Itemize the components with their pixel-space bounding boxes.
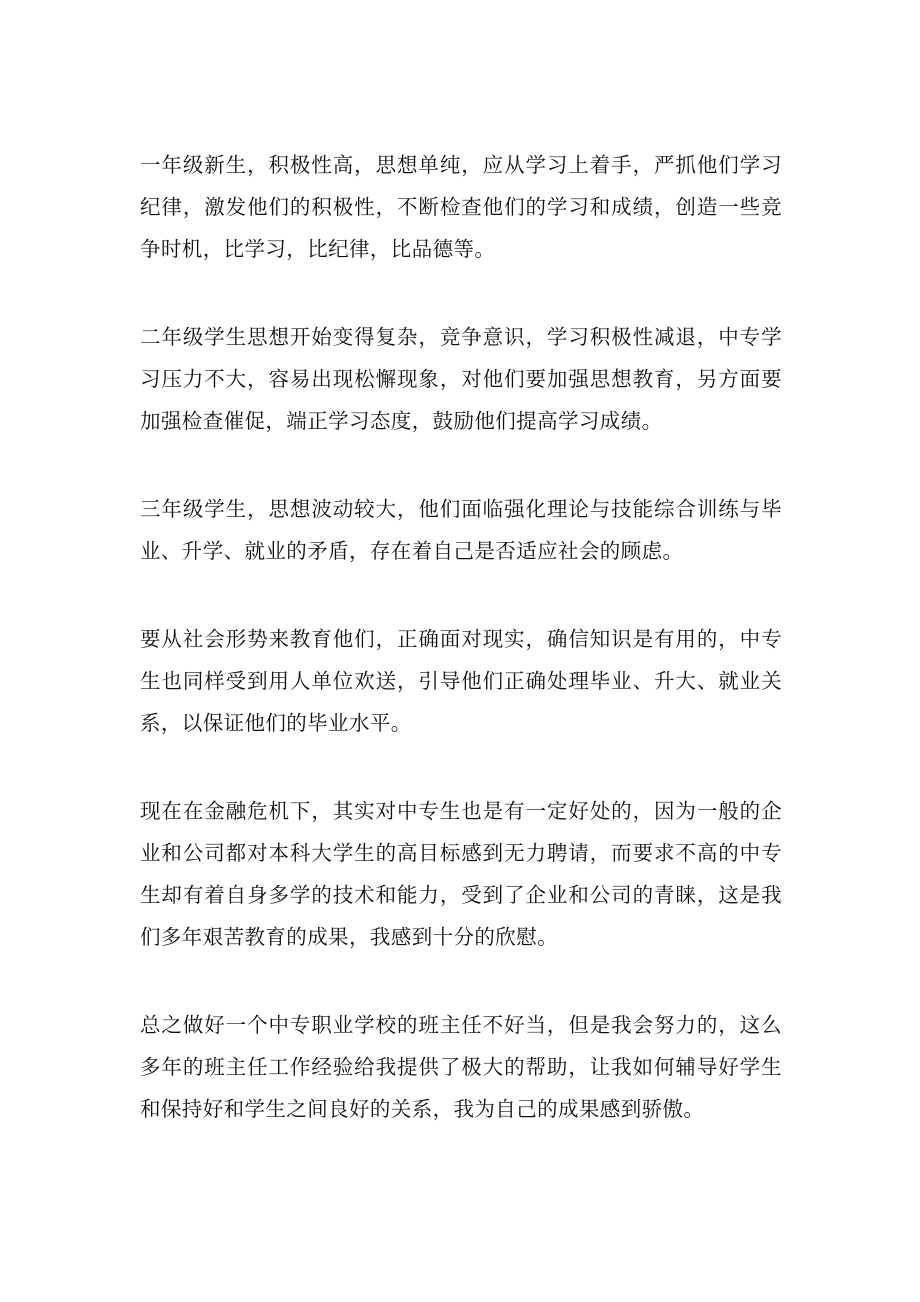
paragraph-conclusion: 总之做好一个中专职业学校的班主任不好当，但是我会努力的，这么多年的班主任工作经验给我提供了极大的帮助，让我如何辅导好学生和保持好和学生之间良好的关系，我为自己的成果感到骄傲。 [140,1013,782,1121]
document-body [140,144,782,1130]
paragraph-first-year: 一年级新生，积极性高，思想单纯，应从学习上着手，严抓他们学习纪律，激发他们的积极性，不断检查他们的学习和成绩，创造一些竞争时机，比学习，比纪律，比品德等。 [140,153,782,261]
paragraph-third-year: 三年级学生，思想波动较大，他们面临强化理论与技能综合训练与毕业、升学、就业的矛盾，存在着自己是否适应社会的顾虑。 [140,497,782,563]
paragraph-financial-crisis: 现在在金融危机下，其实对中专生也是有一定好处的，因为一般的企业和公司都对本科大学生的高目标感到无力聘请，而要求不高的中专生却有着自身多学的技术和能力，受到了企业和公司的青睐，这是我们多年艰苦教育的成果，我感到十分的欣慰。 [140,799,782,949]
paragraph-social-education: 要从社会形势来教育他们，正确面对现实，确信知识是有用的，中专生也同样受到用人单位欢送，引导他们正确处理毕业、升大、就业关系，以保证他们的毕业水平。 [140,627,782,735]
paragraph-second-year: 二年级学生思想开始变得复杂，竞争意识，学习积极性减退，中专学习压力不大，容易出现松懈现象，对他们要加强思想教育，另方面要加强检查催促，端正学习态度，鼓励他们提高学习成绩。 [140,325,782,433]
